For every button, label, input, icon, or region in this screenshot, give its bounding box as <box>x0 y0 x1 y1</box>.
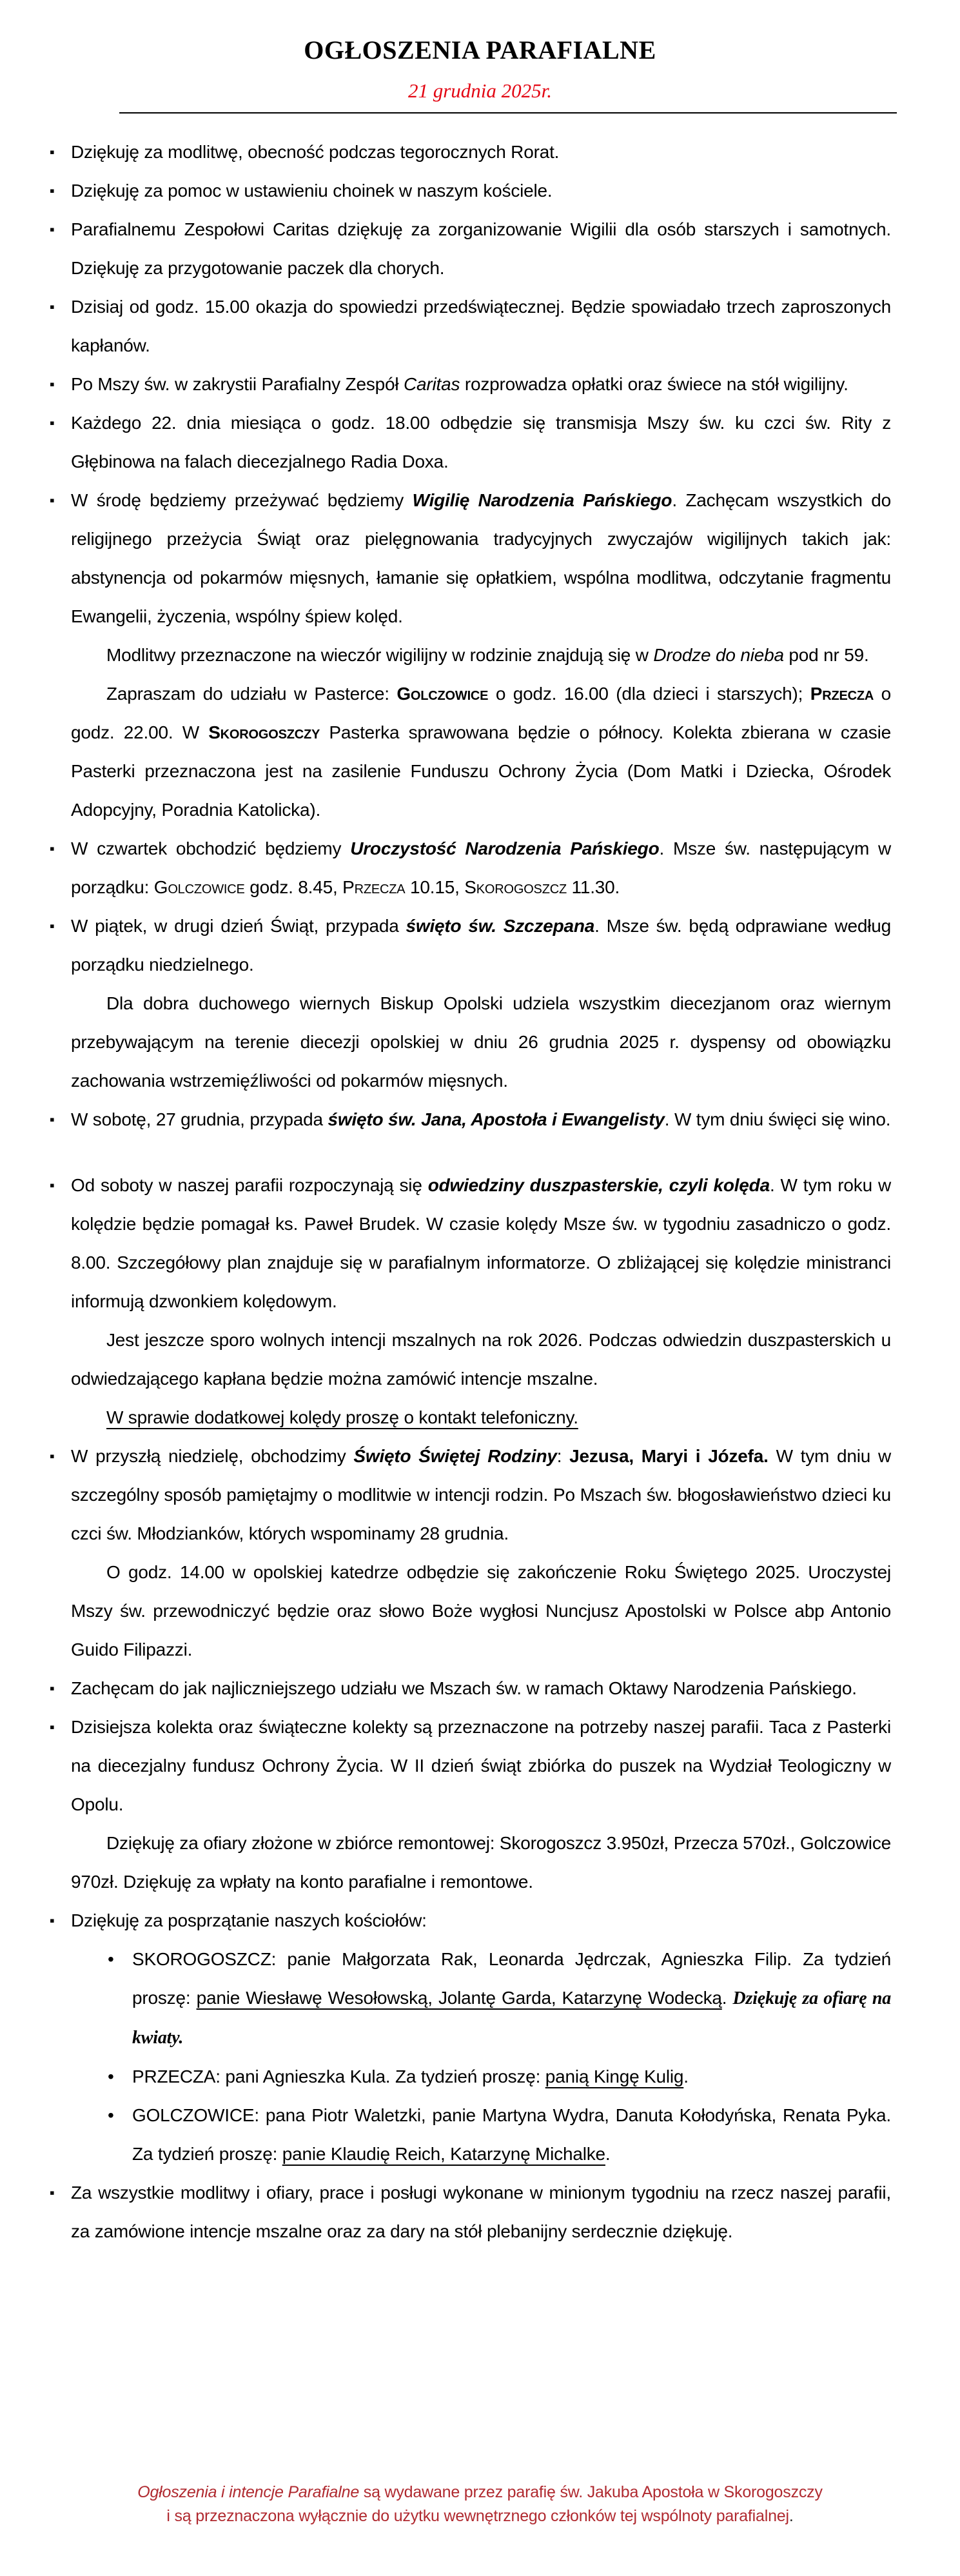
bullet-square-icon: ▪ <box>50 1680 55 1696</box>
text-run: W przyszłą niedzielę, obchodzimy <box>71 1446 354 1466</box>
text-run: Przecza <box>342 877 406 897</box>
announcement-item <box>48 829 896 907</box>
announcement-item <box>48 365 891 404</box>
announcement-item <box>48 1669 891 1708</box>
spacer <box>48 1139 891 1166</box>
text-run: Pasterka sprawowana będzie o północy. Kolekta zbierana w czasie Pasterki przeznaczona jest na zasilenie Funduszu Ochrony Życia (Dom Matki i Dziecka, Ośrodek Adopcyjny, Poradnia Katolicka). <box>71 722 896 820</box>
text-run: Golczowice <box>153 877 245 897</box>
text-run: panie Klaudię Reich, Katarzynę Michalke <box>282 2144 605 2164</box>
text-run: panie Wiesławę Wesołowską, Jolantę Garda, Katarzynę Wodecką <box>196 1988 722 2008</box>
text-run: W środę będziemy przeżywać będziemy <box>71 490 413 510</box>
bullet-square-icon: ▪ <box>50 221 55 237</box>
text-run: rozprowadza opłatki oraz świece na stół wigilijny. <box>460 374 848 394</box>
announcement-item <box>48 404 896 481</box>
bullet-square-icon: ▪ <box>50 144 55 160</box>
text-run: Święto Świętej Rodziny <box>353 1446 557 1466</box>
announcements-list <box>48 133 896 2251</box>
text-run: godz. 8.45, <box>244 877 343 897</box>
text-run: Caritas <box>403 374 460 394</box>
announcement-item <box>48 1708 896 1824</box>
text-run: PRZECZA: pani Agnieszka Kula. Za tydzień proszę: <box>132 2066 545 2086</box>
footer <box>0 2481 960 2528</box>
announcement-item <box>48 210 896 288</box>
announcement-item <box>48 1901 891 1940</box>
text-run: Wigilię Narodzenia Pańskiego <box>412 490 672 510</box>
text-run: Dziękuję za modlitwę, obecność podczas tegorocznych Rorat. <box>71 142 560 162</box>
announcement-item <box>48 1166 896 1321</box>
announcement-item <box>48 1437 896 1553</box>
bullet-square-icon: ▪ <box>50 183 55 199</box>
text-run: W sprawie dodatkowej kolędy proszę o kontakt telefoniczny. <box>106 1407 578 1427</box>
announcement-item <box>48 984 896 1100</box>
announcement-item <box>48 1398 891 1437</box>
text-run: panią Kingę Kulig <box>545 2066 684 2086</box>
bullet-square-icon: ▪ <box>50 1111 55 1127</box>
cleaning-list-item <box>106 2057 891 2096</box>
announcement-item <box>48 172 891 210</box>
text-run: . <box>789 2507 794 2525</box>
bullet-dot-icon: • <box>108 1949 114 1969</box>
announcement-item <box>48 1824 896 1901</box>
bullet-square-icon: ▪ <box>50 299 55 315</box>
text-run: o godz. 22.00. W <box>71 684 896 742</box>
text-run: W sobotę, 27 grudnia, przypada <box>71 1109 328 1129</box>
header-divider <box>119 112 897 114</box>
bullet-square-icon: ▪ <box>50 376 55 392</box>
text-run: . <box>605 2144 611 2164</box>
text-run: Każdego 22. dnia miesiąca o godz. 18.00 odbędzie się transmisja Mszy św. ku czci św. Rity z Głębinowa na falach diecezjalnego Radia Doxa. <box>71 413 896 471</box>
text-run: Jezusa, Maryi i Józefa. <box>569 1446 769 1466</box>
page-title: OGŁOSZENIA PARAFIALNE <box>304 35 656 64</box>
text-run: święto św. Szczepana <box>406 916 595 936</box>
bullet-square-icon: ▪ <box>50 840 55 857</box>
text-run: Za wszystkie modlitwy i ofiary, prace i posługi wykonane w minionym tygodniu na rzecz naszej parafii, za zamówione intencje mszalne oraz za dary na stół plebanijny serdecznie dziękuję. <box>71 2183 896 2241</box>
date-line: 21 grudnia 2025r. <box>407 79 553 102</box>
announcement-item <box>48 1100 891 1139</box>
text-run: GOLCZOWICE: pana Piotr Waletzki, panie Martyna Wydra, Danuta Kołodyńska, Renata Pyka. Za tydzień proszę: <box>132 2105 896 2164</box>
text-run: . Zachęcam wszystkich do religijnego przeżycia Świąt oraz pielęgnowania tradycyjnych zwyczajów wigilijnych takich jak: abstynencja od pokarmów mięsnych, łamanie się opłatkiem, wspólna modlitwa, odczytanie fragmentu Ewangelii, życzenia, wspólny śpiew kolęd. <box>71 490 896 626</box>
text-run: Dzisiaj od godz. 15.00 okazja do spowiedzi przedświątecznej. Będzie spowiadało trzech zaproszonych kapłanów. <box>71 297 896 355</box>
cleaning-list-item <box>106 1940 896 2057</box>
announcement-item <box>48 481 896 636</box>
text-run: Ogłoszenia i intencje Parafialne <box>137 2483 360 2501</box>
text-run: odwiedziny duszpasterskie, czyli kolęda <box>427 1175 770 1195</box>
text-run: O godz. 14.00 w opolskiej katedrze odbędzie się zakończenie Roku Świętego 2025. Uroczystej Mszy św. przewodniczyć będzie oraz słowo Boże wygłosi Nuncjusz Apostolski w Polsce abp Antonio Guido Filipazzi. <box>71 1562 896 1660</box>
bullet-square-icon: ▪ <box>50 415 55 431</box>
text-run: SKOROGOSZCZ: panie Małgorzata Rak, Leonarda Jędrczak, Agnieszka Filip. Za tydzień proszę: <box>132 1949 896 2008</box>
announcement-item <box>48 2174 896 2251</box>
text-run: pod nr 59. <box>783 645 869 665</box>
text-run: . Msze św. będą odprawiane według porządku niedzielnego. <box>71 916 896 975</box>
footer-line-2 <box>0 2504 960 2528</box>
text-run: Skorogoszczy <box>208 722 320 742</box>
text-run: Uroczystość Narodzenia Pańskiego <box>350 838 660 858</box>
text-run: Przecza <box>810 684 874 704</box>
announcement-item <box>48 1553 896 1669</box>
bullet-square-icon: ▪ <box>50 2185 55 2201</box>
text-run: . W tym dniu święci się wino. <box>664 1109 891 1129</box>
bullet-square-icon: ▪ <box>50 918 55 934</box>
announcement-item <box>48 1321 896 1398</box>
text-run: W tym dniu w szczególny sposób pamiętajmy o modlitwie w intencji rodzin. Po Mszach św. błogosławieństwo dzieci ku czci św. Młodzianków, których wspominamy 28 grudnia. <box>71 1446 896 1543</box>
text-run: Zapraszam do udziału w Pasterce: <box>106 684 397 704</box>
text-run: Dziękuję za ofiary złożone w zbiórce remontowej: Skorogoszcz 3.950zł, Przecza 570zł., Golczowice 970zł. Dziękuję za wpłaty na konto parafialne i remontowe. <box>71 1833 896 1892</box>
text-run: . <box>721 1988 733 2008</box>
announcement-item <box>48 636 891 675</box>
bullet-square-icon: ▪ <box>50 1448 55 1464</box>
announcement-item <box>48 288 896 365</box>
text-run: Od soboty w naszej parafii rozpoczynają się <box>71 1175 428 1195</box>
text-run: i są przeznaczona wyłącznie do użytku wewnętrznego członków tej wspólnoty parafialnej <box>166 2507 789 2525</box>
text-run: Golczowice <box>397 684 489 704</box>
text-run: 10.15, <box>405 877 465 897</box>
text-run: Dziękuję za ofiarę na kwiaty. <box>132 1988 896 2048</box>
text-run: 11.30. <box>566 877 620 897</box>
bullet-square-icon: ▪ <box>50 1912 55 1928</box>
footer-line-1 <box>0 2481 960 2504</box>
announcement-item <box>48 907 896 984</box>
announcement-item <box>48 133 891 172</box>
text-run: Dla dobra duchowego wiernych Biskup Opolski udziela wszystkim diecezjanom oraz wiernym przebywającym na terenie diecezji opolskiej w dniu 26 grudnia 2025 r. dyspensy od obowiązku zachowania wstrzemięźliwości od pokarmów mięsnych. <box>71 993 896 1091</box>
text-run: Jest jeszcze sporo wolnych intencji mszalnych na rok 2026. Podczas odwiedzin duszpasterskich u odwiedzającego kapłana będzie można zamówić intencje mszalne. <box>71 1330 896 1389</box>
text-run: są wydawane przez parafię św. Jakuba Apostoła w Skorogoszczy <box>359 2483 823 2501</box>
text-run: Dziękuję za posprzątanie naszych kościołów: <box>71 1910 427 1930</box>
text-run: : <box>556 1446 570 1466</box>
text-run: W piątek, w drugi dzień Świąt, przypada <box>71 916 406 936</box>
text-run: Skorogoszcz <box>464 877 567 897</box>
text-run: Dziękuję za pomoc w ustawieniu choinek w naszym kościele. <box>71 181 553 201</box>
bullet-square-icon: ▪ <box>50 1177 55 1193</box>
text-run: Po Mszy św. w zakrystii Parafialny Zespół <box>71 374 404 394</box>
bullet-square-icon: ▪ <box>50 1719 55 1735</box>
announcement-item <box>48 675 896 829</box>
text-run: Parafialnemu Zespołowi Caritas dziękuję za zorganizowanie Wigilii dla osób starszych i samotnych. Dziękuję za przygotowanie paczek dla chorych. <box>71 219 896 278</box>
text-run: . <box>683 2066 689 2086</box>
text-run: Modlitwy przeznaczone na wieczór wigilijny w rodzinie znajdują się w <box>106 645 654 665</box>
text-run: . W tym roku w kolędzie będzie pomagał ks. Paweł Brudek. W czasie kolędy Msze św. w tygodniu zasadniczo o godz. 8.00. Szczegółowy plan znajduje się w parafialnym informatorze. O zbliżającej się kolędzie ministranci informują dzwonkiem kolędowym. <box>71 1175 896 1311</box>
text-run: Zachęcam do jak najliczniejszego udziału we Mszach św. w ramach Oktawy Narodzenia Pańskiego. <box>71 1678 857 1698</box>
text-run: . Msze św. następującym w porządku: <box>71 838 896 897</box>
bullet-dot-icon: • <box>108 2105 114 2125</box>
text-run: Dzisiejsza kolekta oraz świąteczne kolekty są przeznaczone na potrzeby naszej parafii. Taca z Pasterki na diecezjalny fundusz Ochrony Życia. W II dzień świąt zbiórka do puszek na Wydział Teologiczny w Opolu. <box>71 1717 896 1814</box>
cleaning-list-item <box>106 2096 896 2174</box>
text-run: o godz. 16.00 (dla dzieci i starszych); <box>488 684 810 704</box>
text-run: święto św. Jana, Apostoła i Ewangelisty <box>328 1109 665 1129</box>
bullet-dot-icon: • <box>108 2066 114 2086</box>
text-run: Drodze do nieba <box>653 645 784 665</box>
bullet-square-icon: ▪ <box>50 492 55 508</box>
text-run: W czwartek obchodzić będziemy <box>71 838 351 858</box>
